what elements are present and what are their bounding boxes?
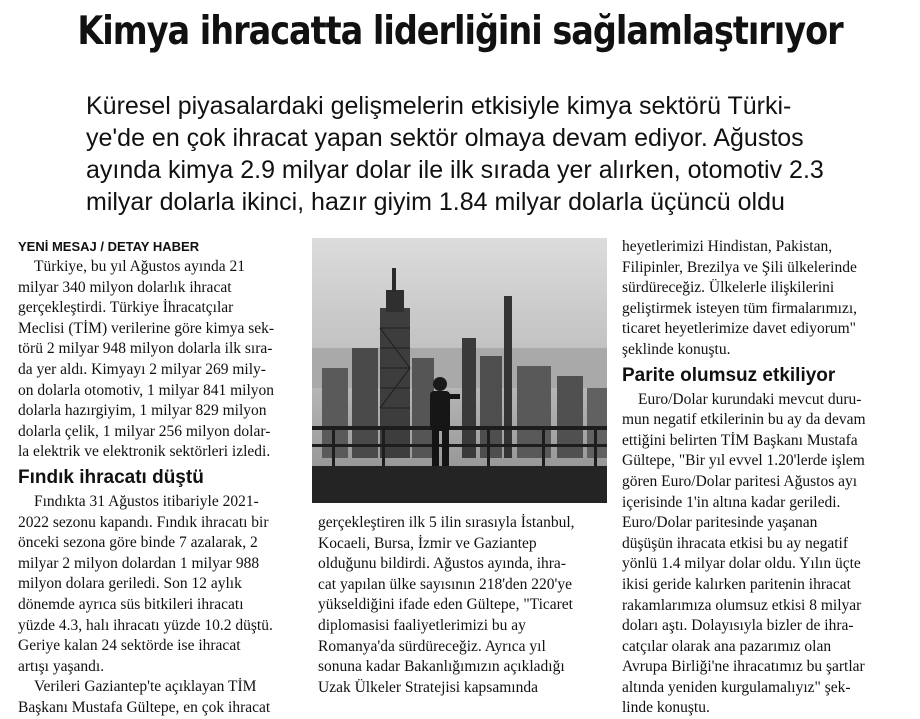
text-line: dolarla çelik, 1 milyar 256 milyon dolar- xyxy=(18,422,271,440)
text-line: Verileri Gaziantep'te açıklayan TİM xyxy=(34,678,257,696)
text-line: Fındıkta 31 Ağustos itibariyle 2021- xyxy=(34,492,259,510)
text-line: altında yeniden kurgulamalıyız" şek- xyxy=(622,678,851,696)
text-line: önceki sezona göre binde 7 azalarak, 2 xyxy=(18,534,258,552)
text-line: la elektrik ve elektronik sektörleri izledi. xyxy=(18,443,271,461)
text-line: ticaret heyetlerimize davet ediyorum" xyxy=(622,320,856,338)
lede-line: milyar dolarla ikinci, hazır giyim 1.84 milyar dolarla üçüncü oldu xyxy=(86,188,785,216)
text-line: düşüşün ihracata etkisi bu ay negatif xyxy=(622,534,848,552)
text-line: sürdüreceğiz. Ülkelerle ilişkilerini xyxy=(622,279,835,297)
text-line: Uzak Ülkeler Stratejisi kapsamında xyxy=(318,678,538,696)
text-line: Euro/Dolar paritesinde yaşanan xyxy=(622,514,818,532)
text-line: yönlü 1.4 milyar dolar oldu. Yılın üçte xyxy=(622,555,861,573)
text-line: ikisi geride kalırken paritenin ihracat xyxy=(622,575,851,593)
text-line: törü 2 milyar 948 milyon dolarla ilk sıra- xyxy=(18,340,273,358)
column-2 xyxy=(318,513,608,698)
text-line: ettiğini belirten TİM Başkanı Mustafa xyxy=(622,431,858,449)
paragraph-delegations xyxy=(622,237,912,361)
lede-line: ye'de en çok ihracat yapan sektör olmaya devam ediyor. Ağustos xyxy=(86,124,804,152)
text-line: catçılar olarak ana pazarımız olan xyxy=(622,637,832,655)
paragraph-parity xyxy=(622,390,912,719)
subheading-parity: Parite olumsuz etkiliyor xyxy=(622,364,836,386)
byline: YENİ MESAJ / DETAY HABER xyxy=(18,239,200,254)
text-line: Filipinler, Brezilya ve Şili ülkelerinde xyxy=(622,258,857,276)
text-line: gerçekleştirdi. Türkiye İhracatçılar xyxy=(18,299,234,317)
lede-line: Küresel piyasalardaki gelişmelerin etkisiyle kimya sektörü Türki- xyxy=(86,92,792,120)
lede xyxy=(86,90,906,218)
text-line: mun negatif etkilerinin bu ay da devam xyxy=(622,411,866,429)
text-line: Meclisi (TİM) verilerine göre kimya sek- xyxy=(18,319,275,337)
text-line: olduğunu bildirdi. Ağustos ayında, ihra- xyxy=(318,555,566,573)
text-line: artışı yaşandı. xyxy=(18,657,105,675)
text-line: diplomasisi faaliyetlerimizi bu ay xyxy=(318,616,526,634)
text-line: rakamlarımıza olumsuz etkisi 8 milyar xyxy=(622,596,862,614)
lede-line: ayında kimya 2.9 milyar dolar ile ilk sırada yer alırken, otomotiv 2.3 xyxy=(86,156,824,184)
paragraph-intro xyxy=(18,257,308,463)
text-line: dönemde ayrıca süs bitkileri ihracatı xyxy=(18,595,244,613)
text-line: Euro/Dolar kurundaki mevcut duru- xyxy=(638,390,862,408)
text-line: şeklinde konuştu. xyxy=(622,340,731,358)
subheading-hazelnut: Fındık ihracatı düştü xyxy=(18,466,204,488)
text-line: heyetlerimizi Hindistan, Pakistan, xyxy=(622,238,833,255)
text-line: da yer aldı. Kimyayı 2 milyar 269 mily- xyxy=(18,360,266,378)
text-line: geliştirmek isteyen tüm firmalarımızı, xyxy=(622,299,858,317)
text-line: Türkiye, bu yıl Ağustos ayında 21 xyxy=(34,258,245,275)
text-line: doları aştı. Dolayısıyla bizler de ihra- xyxy=(622,617,854,635)
text-line: Gültepe, "Bir yıl evvel 1.20'lerde işlem xyxy=(622,452,865,470)
headline: Kimya ihracatta liderliğini sağlamlaştırıyor xyxy=(77,9,843,54)
text-line: Geriye kalan 24 sektörde ise ihracat xyxy=(18,637,241,655)
text-line: gören Euro/Dolar paritesi Ağustos ayı xyxy=(622,472,858,490)
text-line: milyar 2 milyon dolardan 1 milyar 988 xyxy=(18,554,260,572)
text-line: Kocaeli, Bursa, İzmir ve Gaziantep xyxy=(318,534,537,552)
refinery-photo xyxy=(312,238,607,503)
text-line: cat yapılan ülke sayısının 218'den 220'ye xyxy=(318,575,572,593)
text-line: gerçekleştiren ilk 5 ilin sırasıyla İstanbul, xyxy=(318,514,575,531)
column-3 xyxy=(622,237,912,719)
text-line: Avrupa Birliği'ne ihracatımız bu şartlar xyxy=(622,658,865,676)
text-line: içerisinde 1'in altına kadar geriledi. xyxy=(622,493,841,511)
text-line: dolarla hazırgiyim, 1 milyar 829 milyon xyxy=(18,402,267,420)
text-line: sonuna kadar Bakanlığımızın açıkladığı xyxy=(318,658,565,676)
text-line: milyar 340 milyon dolarlık ihracat xyxy=(18,278,232,296)
paragraph-hazelnut xyxy=(18,492,308,719)
text-line: yüzde 4.3, halı ihracatı yüzde 10.2 düştü. xyxy=(18,616,273,634)
text-line: milyon dolara geriledi. Son 12 aylık xyxy=(18,575,242,593)
text-line: Başkanı Mustafa Gültepe, en çok ihracat xyxy=(18,698,271,716)
text-line: Romanya'da sürdüreceğiz. Ayrıca yıl xyxy=(318,637,546,655)
text-line: 2022 sezonu kapandı. Fındık ihracatı bir xyxy=(18,513,269,531)
text-line: yükseldiğini ifade eden Gültepe, "Ticaret xyxy=(318,596,573,614)
text-line: on dolarla otomotiv, 1 milyar 841 milyon xyxy=(18,381,275,399)
column-1 xyxy=(18,237,308,718)
text-line: linde konuştu. xyxy=(622,699,710,717)
